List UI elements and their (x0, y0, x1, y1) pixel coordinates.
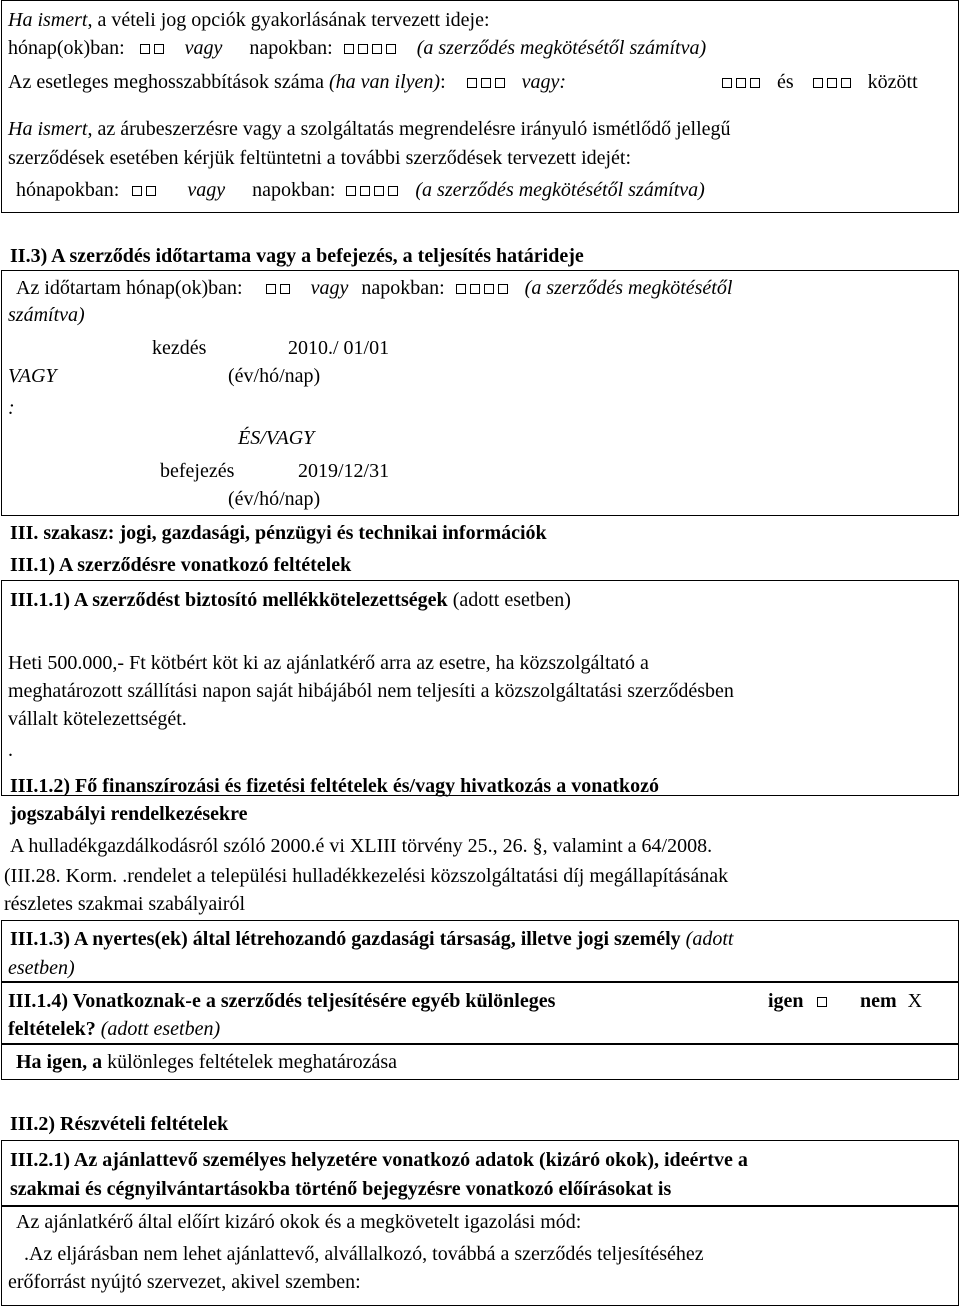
recurring-line-2: szerződések esetében kérjük feltüntetni a további szerződések tervezett idejét: (8, 147, 632, 169)
recurring-line-1: Ha ismert, az árubeszerzésre vagy a szolgáltatás megrendelésre irányuló ismétlődő jellegű (8, 118, 731, 140)
iii14-title-2: feltételek? (adott esetben) (8, 1018, 221, 1040)
months-checkboxes[interactable] (138, 36, 166, 60)
iii21-title-2: szakmai és cégnyilvántartásokba történő bejegyzésre vonatkozó előírásokat is (10, 1178, 672, 1200)
iii11-text-2: meghatározott szállítási napon saját hibájából nem teljesíti a közszolgáltatási szerződésben (8, 680, 734, 702)
extensions-range: és között (720, 70, 918, 94)
duration-line: Az időtartam hónap(ok)ban: vagy napokban: (a szerződés megkötésétől (16, 277, 733, 299)
es-vagy-label: ÉS/VAGY (238, 427, 315, 449)
end-date: 2019/12/31 (298, 460, 390, 482)
iii12-title-2: jogszabályi rendelkezésekre (10, 803, 248, 825)
recurring-days-checkboxes[interactable] (344, 178, 400, 202)
iii12-title-1: III.1.2) Fő finanszírozási és fizetési feltételek és/vagy hivatkozás a vonatkozó (10, 775, 659, 797)
iii11-text-3: vállalt kötelezettségét. (8, 708, 187, 730)
duration-days-checkboxes[interactable] (454, 276, 510, 300)
iii11-title: III.1.1) A szerződést biztosító mellékkötelezettségek (adott esetben) (10, 589, 571, 611)
end-label: befejezés (160, 460, 235, 482)
extensions-checkboxes-3[interactable] (811, 70, 853, 94)
iii21-text-3: erőforrást nyújtó szervezet, akivel szemben: (8, 1271, 361, 1293)
iii13-note: esetben) (8, 957, 75, 979)
iii14-title-1: III.1.4) Vonatkoznak-e a szerződés teljesítésére egyéb különleges (8, 990, 556, 1012)
recurring-months-checkboxes[interactable] (130, 178, 158, 202)
iii21-text-1: Az ajánlatkérő által előírt kizáró okok és a megkövetelt igazolási mód: (16, 1211, 582, 1233)
date-format-1: (év/hó/nap) (228, 365, 321, 387)
extensions-checkboxes-1[interactable] (465, 70, 507, 94)
days-checkboxes[interactable] (342, 36, 398, 60)
extensions-line: Az esetleges meghosszabbítások száma (ha van ilyen): vagy: (8, 71, 567, 93)
haigen-line: Ha igen, a különleges feltételek meghatározása (16, 1051, 397, 1073)
section-iii-heading: III. szakasz: jogi, gazdasági, pénzügyi és technikai információk (10, 522, 547, 544)
duration-line-2: számítva) (8, 304, 85, 326)
iii11-text-1: Heti 500.000,- Ft kötbért köt ki az ajánlatkérő arra az esetre, ha közszolgáltató a (8, 652, 649, 674)
date-format-2: (év/hó/nap) (228, 488, 321, 510)
extensions-checkboxes-2[interactable] (720, 70, 762, 94)
start-date: 2010./ 01/01 (288, 337, 390, 359)
iii21-text-2: .Az eljárásban nem lehet ajánlattevő, alvállalkozó, továbbá a szerződés teljesítéséhez (24, 1243, 704, 1265)
option-months-line: hónap(ok)ban: vagy napokban: (a szerződés megkötésétől számítva) (8, 37, 707, 59)
iii21-title-1: III.2.1) Az ajánlattevő személyes helyzetére vonatkozó adatok (kizáró okok), ideértve a (10, 1149, 748, 1171)
colon-mark: : (8, 397, 15, 419)
section-iii1-heading: III.1) A szerződésre vonatkozó feltételek (10, 554, 352, 576)
yes-checkbox[interactable] (817, 997, 827, 1007)
iii12-text-2: (III.28. Korm. .rendelet a települési hulladékkezelési közszolgáltatási díj megállapításának (4, 865, 729, 887)
section-iii2-heading: III.2) Részvételi feltételek (10, 1113, 229, 1135)
recurring-months-line: hónapokban: vagy napokban: (a szerződés megkötésétől számítva) (16, 179, 705, 201)
iii14-no-option[interactable]: nem X (860, 990, 923, 1012)
section-ii3-heading: II.3) A szerződés időtartama vagy a befejezés, a teljesítés határideje (10, 245, 584, 267)
ha-ismert-label: Ha ismert (8, 9, 88, 31)
no-checkbox-mark[interactable]: X (907, 990, 923, 1012)
iii11-dot: . (8, 739, 13, 761)
start-label: kezdés (152, 337, 207, 359)
section-box-ii3 (1, 270, 959, 516)
option-timing-line: Ha ismert, a vételi jog opciók gyakorlásának tervezett ideje: (8, 9, 490, 31)
duration-months-checkboxes[interactable] (264, 276, 292, 300)
vagy-label: VAGY (8, 365, 57, 387)
iii13-title: III.1.3) A nyertes(ek) által létrehozandó gazdasági társaság, illetve jogi személy (adott (10, 928, 734, 950)
iii12-text-3: részletes szakmai szabályairól (4, 893, 245, 915)
iii14-yes-option[interactable]: igen (768, 989, 829, 1013)
iii12-text-1: A hulladékgazdálkodásról szóló 2000.é vi XLIII törvény 25., 26. §, valamint a 64/2008. (10, 835, 713, 857)
